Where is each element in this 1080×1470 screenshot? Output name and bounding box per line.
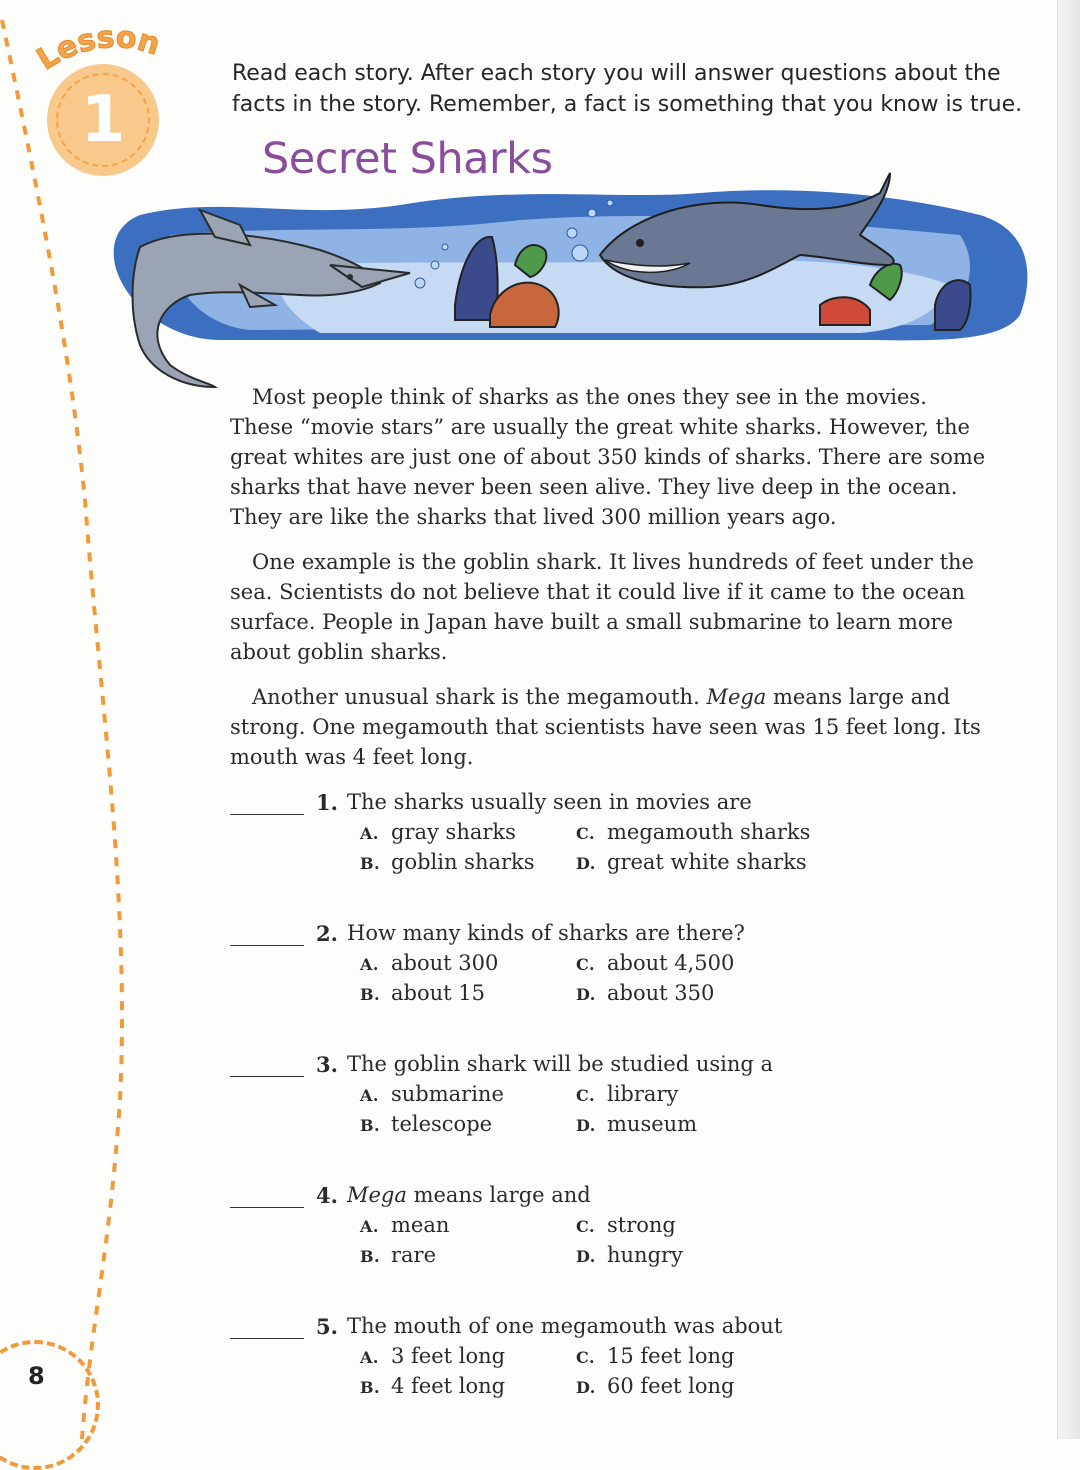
lesson-number: 1 <box>80 83 126 157</box>
story-text-span: Another unusual shark is the megamouth. <box>252 685 707 709</box>
choice-letter: C. <box>576 1086 596 1105</box>
choice-b <box>360 850 535 874</box>
choice-letter: B. <box>360 854 381 873</box>
question-italic-word: Mega <box>347 1183 407 1207</box>
choice-letter: D. <box>576 1378 596 1397</box>
page-number: 8 <box>28 1362 45 1390</box>
choice-text: 15 feet long <box>607 1344 735 1368</box>
choice-text: 3 feet long <box>391 1344 506 1368</box>
question-number: 2. <box>316 921 338 946</box>
story-italic-word: Mega <box>706 685 767 709</box>
choice-text: submarine <box>391 1082 504 1106</box>
choice-d <box>576 981 714 1005</box>
choice-letter: C. <box>576 1348 596 1367</box>
choice-a <box>360 1213 449 1237</box>
choice-b <box>360 1112 492 1136</box>
choice-text: hungry <box>607 1243 683 1267</box>
choice-letter: B. <box>360 1116 381 1135</box>
answer-blank[interactable] <box>230 814 304 815</box>
choice-text: gray sharks <box>391 820 516 844</box>
story-title: Secret Sharks <box>262 134 553 184</box>
choice-text: 60 feet long <box>607 1374 735 1398</box>
choice-c <box>576 820 810 844</box>
answer-blank[interactable] <box>230 945 304 946</box>
choice-text: museum <box>607 1112 698 1136</box>
choice-a <box>360 820 516 844</box>
question-number: 4. <box>316 1183 338 1208</box>
choice-letter: D. <box>576 854 596 873</box>
question-number: 3. <box>316 1052 338 1077</box>
choice-d <box>576 1112 697 1136</box>
choice-text: about 4,500 <box>607 951 735 975</box>
choice-letter: A. <box>360 955 379 974</box>
choice-letter: B. <box>360 1247 381 1266</box>
choice-letter: A. <box>360 1217 379 1236</box>
question-text-span: means large and <box>406 1183 591 1207</box>
choice-letter: C. <box>576 824 596 843</box>
choice-letter: D. <box>576 1247 596 1266</box>
answer-blank[interactable] <box>230 1207 304 1208</box>
question-text: The mouth of one megamouth was about <box>347 1314 783 1338</box>
choice-b <box>360 1243 436 1267</box>
choice-letter: C. <box>576 955 596 974</box>
choice-b <box>360 981 485 1005</box>
shark-ocean-illustration <box>100 165 1040 390</box>
page-edge <box>1057 0 1080 1439</box>
lesson-word: Lesson <box>30 19 164 78</box>
choice-text: about 15 <box>391 981 485 1005</box>
choice-d <box>576 1374 734 1398</box>
choice-c <box>576 1344 734 1368</box>
choice-text: megamouth sharks <box>607 820 811 844</box>
choice-letter: D. <box>576 985 596 1004</box>
story-paragraph: One example is the goblin shark. It lives hundreds of feet under the sea. Scientists do not believe that it could live if it came to the ocean surface. People in Japan have built a small submarine to learn more about goblin sharks. <box>230 550 974 664</box>
choice-c <box>576 1213 676 1237</box>
question-text: The sharks usually seen in movies are <box>347 790 752 814</box>
choice-text: 4 feet long <box>391 1374 506 1398</box>
question-text <box>347 1183 591 1207</box>
choice-letter: A. <box>360 824 379 843</box>
story-text-span: means large and strong. One megamouth that scientists have seen was 15 feet long. Its mouth was 4 feet long. <box>230 685 981 769</box>
question-text: How many kinds of sharks are there? <box>347 921 745 945</box>
choice-text: goblin sharks <box>391 850 535 874</box>
choice-letter: C. <box>576 1217 596 1236</box>
choice-d <box>576 850 807 874</box>
choice-b <box>360 1374 505 1398</box>
choice-text: about 300 <box>391 951 499 975</box>
choice-c <box>576 1082 678 1106</box>
choice-letter: B. <box>360 985 381 1004</box>
choice-letter: A. <box>360 1348 379 1367</box>
choice-text: great white sharks <box>607 850 807 874</box>
choice-text: telescope <box>391 1112 493 1136</box>
choice-text: rare <box>391 1243 437 1267</box>
choice-d <box>576 1243 683 1267</box>
choice-a <box>360 1082 504 1106</box>
question-number: 5. <box>316 1314 338 1339</box>
answer-blank[interactable] <box>230 1338 304 1339</box>
choice-letter: D. <box>576 1116 596 1135</box>
question-text: The goblin shark will be studied using a <box>347 1052 774 1076</box>
choice-text: mean <box>391 1213 450 1237</box>
choice-c <box>576 951 734 975</box>
story-paragraph <box>230 682 990 772</box>
question-number: 1. <box>316 790 338 815</box>
choice-text: library <box>607 1082 679 1106</box>
instructions: Read each story. After each story you will answer questions about the facts in the story. Remember, a fact is something that you know is true. <box>232 61 1023 117</box>
choice-letter: A. <box>360 1086 379 1105</box>
choice-text: strong <box>607 1213 676 1237</box>
answer-blank[interactable] <box>230 1076 304 1077</box>
choice-letter: B. <box>360 1378 381 1397</box>
choice-text: about 350 <box>607 981 715 1005</box>
story-text <box>230 382 990 787</box>
story-paragraph: Most people think of sharks as the ones they see in the movies. These “movie stars” are usually the great white sharks. However, the great whites are just one of about 350 kinds of sharks. There are some sharks that have never been seen alive. They live deep in the ocean. They are like the sharks that lived 300 million years ago. <box>230 385 986 529</box>
choice-a <box>360 951 498 975</box>
choice-a <box>360 1344 505 1368</box>
